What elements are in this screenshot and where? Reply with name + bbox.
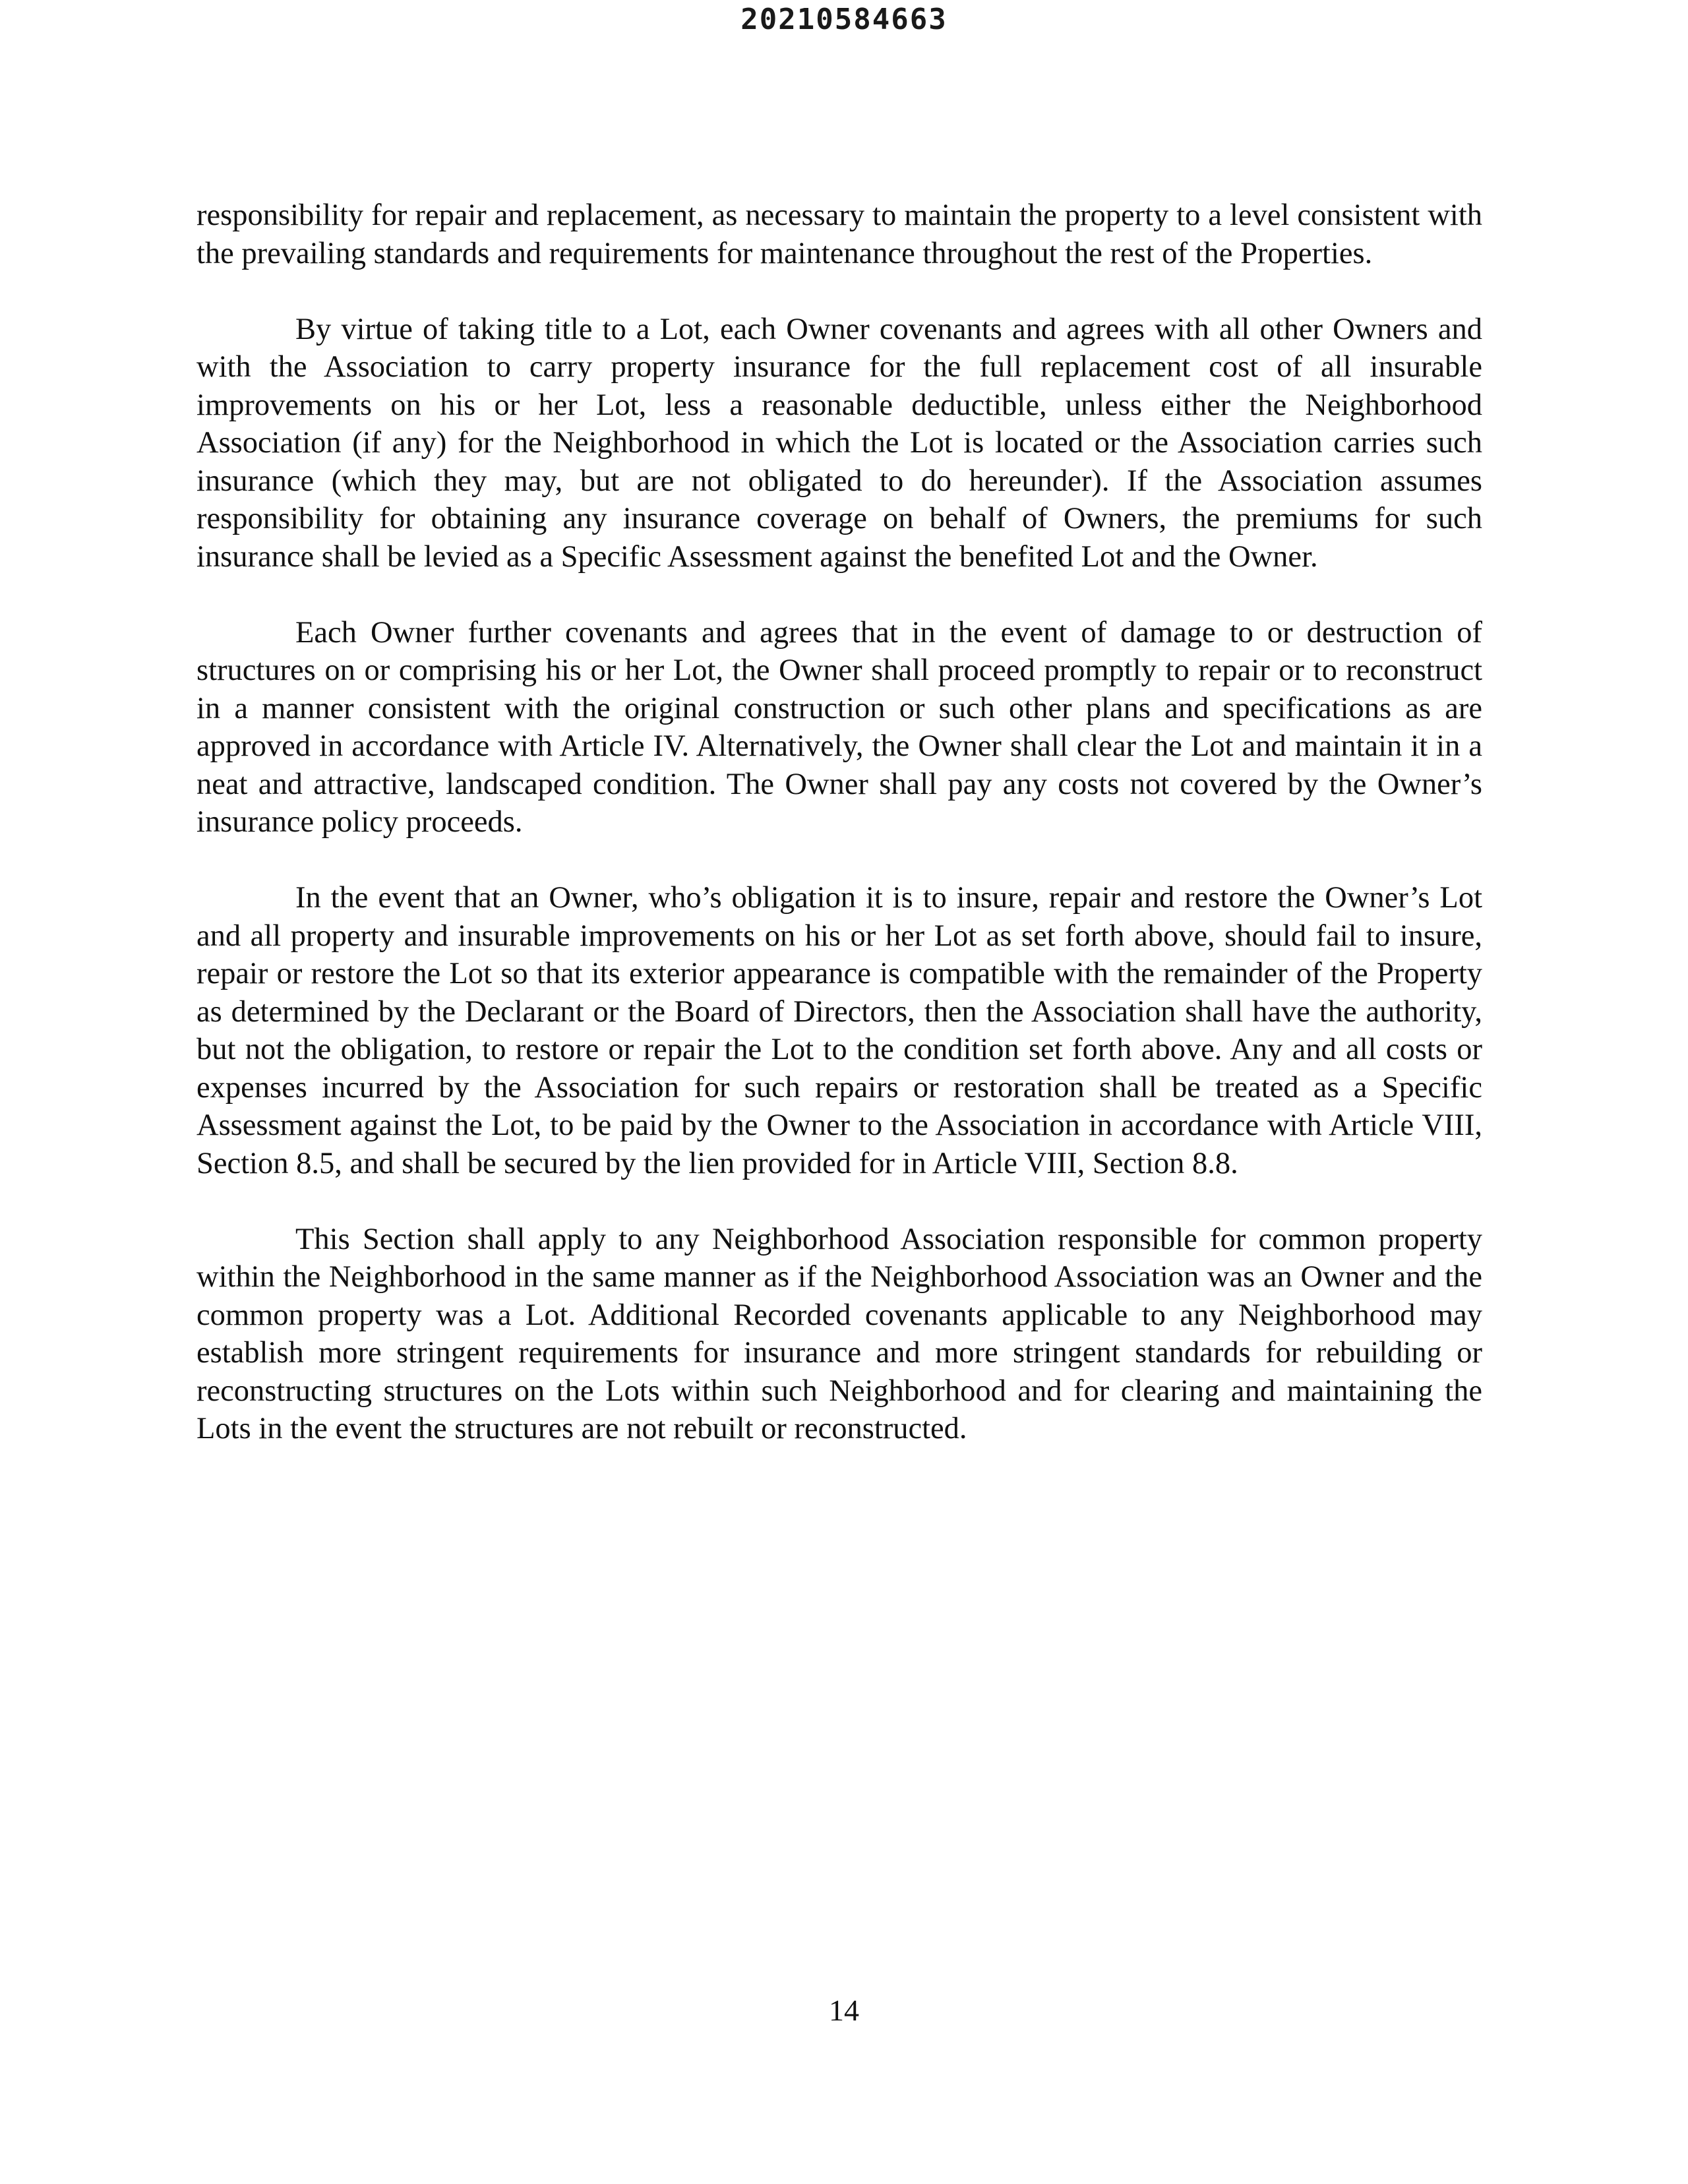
page-number: 14 <box>829 1993 859 2027</box>
paragraph-owner-failure: In the event that an Owner, who’s obligation it is to insure, repair and restore the Owner’s Lot and all property and insurable improvements on his or her Lot as set forth above, should fail to insure, repair or restore the Lot so that its exterior appearance is compatible with the remainder of the Property as determined by the Declarant or the Board of Directors, then the Association shall have the authority, but not the obligation, to restore or repair the Lot to the condition set forth above. Any and all costs or expenses incurred by the Association for such repairs or restoration shall be treated as a Specific Assessment against the Lot, to be paid by the Owner to the Association in accordance with Article VIII, Section 8.5, and shall be secured by the lien provided for in Article VIII, Section 8.8. <box>196 881 1482 1180</box>
paragraph-damage-repair: Each Owner further covenants and agrees that in the event of damage to or destruction of structures on or comprising his or her Lot, the Owner shall proceed promptly to repair or to reconstruct in a manner consistent with the original construction or such other plans and specifications as are approved in accordance with Article IV. Alternatively, the Owner shall clear the Lot and maintain it in a neat and attractive, landscaped condition. The Owner shall pay any costs not covered by the Owner’s insurance policy proceeds. <box>196 615 1482 839</box>
document-number: 20210584663 <box>740 3 948 36</box>
paragraph-property-insurance: By virtue of taking title to a Lot, each Owner covenants and agrees with all other Owners and with the Association to carry property insurance for the full replacement cost of all insurable improvements on his or her Lot, less a reasonable deductible, unless either the Neighborhood Association (if any) for the Neighborhood in which the Lot is located or the Association carries such insurance (which they may, but are not obligated to do hereunder). If the Association assumes responsibility for obtaining any insurance coverage on behalf of Owners, the premiums for such insurance shall be levied as a Specific Assessment against the benefited Lot and the Owner. <box>196 312 1482 574</box>
paragraph-continuation: responsibility for repair and replacement, as necessary to maintain the property to a level consistent with the prevailing standards and requirements for maintenance throughout the rest of the Properties. <box>196 198 1482 270</box>
paragraph-neighborhood-association: This Section shall apply to any Neighborhood Association responsible for common property within the Neighborhood in the same manner as if the Neighborhood Association was an Owner and the common property was a Lot. Additional Recorded covenants applicable to any Neighborhood may establish more stringent requirements for insurance and more stringent standards for rebuilding or reconstructing structures on the Lots within such Neighborhood and for clearing and maintaining the Lots in the event the structures are not rebuilt or reconstructed. <box>196 1222 1482 1445</box>
document-body <box>196 197 1482 1486</box>
